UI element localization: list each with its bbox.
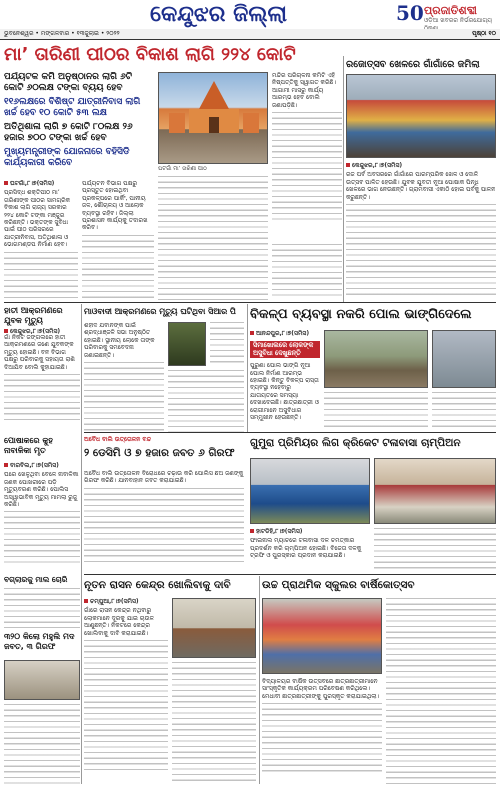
- ration-head: [84, 578, 256, 596]
- lead-headline-block: [4, 44, 342, 70]
- sand-headline: ୨ ଡେସିମି ଓ ୭ ହଜାର ଜବତ ୬ ଗିରଫ: [84, 447, 235, 459]
- raja-body: [346, 162, 496, 300]
- lead-paragraph-3: ମନ୍ଦିର ପରିଚାଳନା କମିଟି ଏହି ନିଷ୍ପତ୍ତିକୁ ସ୍ୱାଗତ କରିଛି। ଆଗାମୀ ମାସରୁ କାର୍ଯ୍ୟ ଆରମ୍ଭ ହେବ ବୋଲି ଜଣାପଡ଼ିଛି।: [272, 72, 337, 109]
- theft-headline: ବଗ୍ଲାରକୁ ମାଲ ଚୋରି: [4, 575, 68, 584]
- liquor-seizure-photo: [4, 660, 80, 700]
- temple-illustration: [159, 73, 268, 164]
- text-lines: [84, 488, 244, 566]
- bridge-photo-2: [432, 330, 496, 388]
- ration-body-1: [84, 598, 168, 784]
- text-lines: [4, 374, 80, 424]
- text-lines: [262, 703, 382, 775]
- text-lines: [346, 204, 496, 298]
- logo-tagline: ଓଡ଼ିଆ ଖବରର ନିର୍ଭରଯୋଗ୍ୟ: [424, 17, 493, 24]
- lead-deck-3: ଅତିଥିଶାଳା ଲାଗି ୭ କୋଟି ୮୦ଲକ୍ଷ ୨୬ ହଜାର ୭୦୦ ଟଙ୍କା ଖର୍ଚ୍ଚ ହେବ: [4, 122, 133, 143]
- drowning-story-head: [4, 436, 80, 460]
- drowning-headline: ପୋଷାକରେ କୁହ ନାବାଳିକା ମୃତ: [4, 436, 53, 455]
- bridge-text: ପୁରୁଣା ପୋଲ ଭାଙ୍ଗି ନୂଆ ପୋଲ ନିର୍ମାଣ ଆରମ୍ଭ ହୋଇଛି। କିନ୍ତୁ ବିକଳ୍ପ ରାସ୍ତା ବ୍ୟବସ୍ଥା ନହେବାରୁ ଯାତାୟତରେ ସମସ୍ୟା ଦେଖାଦେଇଛି। ଛାତ୍ରଛାତ୍ରୀ ଓ ରୋଗୀମାନେ ଅସୁବିଧାର ସମ୍ମୁଖୀନ ହେଉଛନ୍ତି।: [250, 362, 319, 422]
- divider: [84, 574, 496, 575]
- raja-byline: କେନ୍ଦୁଝର,୮।୭(ସମିସ): [346, 162, 496, 169]
- cricket-team-photo: [250, 458, 370, 524]
- school-function-photo: [262, 598, 382, 674]
- text-lines: [4, 511, 80, 567]
- maoist-body-2: [168, 370, 244, 432]
- temple-photo-caption: ଘଟଗାଁ ମା’ ତାରିଣୀ ପୀଠ: [158, 166, 207, 172]
- page-section-title: କେନ୍ଦୁଝର ଜିଲ୍ଲା: [150, 2, 288, 27]
- school-body-1: [262, 678, 382, 784]
- text-lines: [272, 112, 342, 222]
- raja-headline: ରଜୋତ୍ସବ ଖେଳରେ ଗାଁଗାଁରେ ଜମିଲା: [346, 59, 480, 70]
- dateline-bar: [0, 29, 500, 39]
- lead-body-continuation: [158, 176, 268, 300]
- cricket-trophy-photo: [374, 458, 496, 524]
- bridge-head: [250, 306, 496, 328]
- lead-byline: ଘଟଗାଁ,୮।୭(ସମିସ): [4, 180, 78, 187]
- logo-anniversary-number: 50: [396, 1, 424, 25]
- sand-kicker: ଅବୈଧ ବାଲି ଉତ୍ତୋଳନ ବନ୍ଦ: [84, 436, 151, 443]
- text-lines: [84, 362, 164, 432]
- bridge-body-1: [250, 330, 320, 430]
- school-body-2: [386, 598, 496, 784]
- drowning-text: ଘରେ ଖେଳୁଥିବା ବେଳେ ନାବାଳିକା ଜଣକ ପୋଖରୀରେ ପଡ଼ି ମୃତ୍ୟୁବରଣ କରିଛି। ପୋଲିସ ଅସ୍ୱାଭାବିକ ମୃତ୍ୟୁ ମାମଲା ରୁଜୁ କରିଛି।: [4, 471, 79, 509]
- column-divider: [343, 56, 344, 302]
- cricket-body-2: [374, 528, 496, 570]
- bridge-body-2: [324, 392, 428, 430]
- cricket-body-1: [250, 528, 370, 570]
- drowning-byline: ବାରବିଲ,୮।୭(ସମିସ): [4, 462, 80, 469]
- cricket-byline: ହାଟଡିହି,୮।୭(ସମିସ): [250, 528, 370, 535]
- elephant-body: [4, 334, 80, 434]
- lead-deck-2: ୧୧୬ଲକ୍ଷରେ ବିଶିଷ୍ଟ ଯାତ୍ରୀନିବାସ ଲାଗି ଖର୍ଚ୍ଚ ହେବ ୧୦ କୋଟି ୫୩ ଲକ୍ଷ: [4, 97, 141, 118]
- school-text: ବିଦ୍ୟାଳୟର ବାର୍ଷିକ ଉତ୍ସବରେ ଛାତ୍ରଛାତ୍ରୀମାନେ ସାଂସ୍କୃତିକ କାର୍ଯ୍ୟକ୍ରମ ପରିବେଷଣ କରିଥିଲେ। ମେଧାବୀ ଛାତ୍ରଛାତ୍ରୀଙ୍କୁ ପୁରସ୍କୃତ କରାଯାଇଥିଲା।: [262, 678, 380, 700]
- sand-text: ଅବୈଧ ବାଲି ଉତ୍ତୋଳନ ବିରୋଧରେ ଚଢ଼ାଉ କରି ପୋଲିସ ଛଅ ଜଣଙ୍କୁ ଗିରଫ କରିଛି। ଯାନବାହାନ ଜବତ କରାଯାଇଛି।: [84, 470, 244, 485]
- ration-headline: ନୂତନ ରାସନ କେନ୍ଦ୍ର ଖୋଲିବାକୁ ଦାବି: [84, 579, 231, 591]
- column-divider: [259, 576, 260, 784]
- masthead: [0, 0, 500, 40]
- bridge-headline: ବିକଳ୍ପ ବ୍ୟବସ୍ଥା ନକରି ପୋଲ ଭାଙ୍ଗିଦେଲେ: [250, 307, 472, 322]
- theft-head: [4, 574, 80, 586]
- lead-decks: [4, 72, 154, 176]
- theft-body: [4, 588, 80, 628]
- ration-byline: ଚମ୍ପୁଆ,୮।୭(ସମିସ): [84, 598, 168, 605]
- ration-office-photo: [172, 598, 256, 658]
- raja-text: ରଜ ପର୍ବ ଅବସରରେ ଗାଁଗାଁରେ ପାରମ୍ପରିକ ଖେଳ ଓ ଦୋଳି ଉତ୍ସବ ପାଳିତ ହେଉଛି। ଯୁବକ ଯୁବତୀ ନୂଆ ପୋଷାକ ପିନ୍ଧି ଖେଳରେ ଭାଗ ନେଉଛନ୍ତି। ଗ୍ରାମବାସୀ ଏକାଠି ହୋଇ ପର୍ବକୁ ପାଳନ କରୁଛନ୍ତି।: [346, 171, 496, 201]
- cricket-text: ଫାଇନାଲ ମ୍ୟାଚରେ ଟଳାବାସା ଦଳ ଚମତ୍କାର ପ୍ରଦର୍ଶନ କରି ଚାମ୍ପିଅନ ହୋଇଛି। ବିଜେତା ଦଳକୁ ଟ୍ରଫି ଓ ପୁରସ୍କାର ପ୍ରଦାନ କରାଯାଇଛି।: [250, 537, 362, 560]
- soldier-photo: [168, 322, 206, 366]
- maoist-body-1: [84, 322, 164, 432]
- elephant-text: ଗାଁ ନିକଟ ଜଙ୍ଗଲରେ ହାତୀ ଆକ୍ରମଣରେ ଜଣେ ଯୁବକଙ୍କ ମୃତ୍ୟୁ ହୋଇଛି। ବନ ବିଭାଗ ପକ୍ଷରୁ ପରିବାରକୁ ସହାୟତା ରାଶି ଦିଆଯିବ ବୋଲି କୁହାଯାଇଛି।: [4, 334, 75, 371]
- lead-deck-1: ପର୍ଯ୍ୟଟକ କମି ଅନୁଷ୍ଠାନର ଲାଗି ୬ଟି କୋଟି ୬୦ଲକ୍ଷ ଟଙ୍କା ବ୍ୟୟ ହେବ: [4, 72, 133, 93]
- school-headline: ଉଚ୍ଚ ପ୍ରାଥମିକ ସ୍କୁଲର ବାର୍ଷିକୋତ୍ସବ: [262, 579, 415, 591]
- bridge-badge: ସିମାଖୋଲରେ ଲୋକଙ୍କ ଅସୁବିଧା ଦେଖୁଛନ୍ତି: [250, 341, 320, 358]
- dateline: ଭୁବନେଶ୍ୱର • ମଙ୍ଗଳବାର • ୧୩ଜୁଲାଇ • ୨୦୨୨: [4, 30, 120, 37]
- liquor-headline: ୩୨୦ କିଲୋ ମହୁଲି ମଦ ଜବତ, ୩ ଗିରଫ: [4, 632, 75, 651]
- sand-body: [84, 470, 244, 566]
- school-head: [262, 578, 496, 596]
- maoist-text: ଶହୀଦ ଯବାନଙ୍କ ପାଇଁ ଶ୍ରଦ୍ଧାଞ୍ଜଳି ସଭା ଅନୁଷ୍ଠିତ ହୋଇଛି। ସ୍ଥାନୀୟ ଲୋକେ ତାଙ୍କ ପରିବାରକୁ ସମବେଦନା ଜଣାଇଛନ୍ତି।: [84, 322, 155, 359]
- column-divider: [247, 304, 248, 432]
- maoist-head: [84, 306, 244, 320]
- lead-body-column-3: [272, 72, 342, 240]
- raja-festival-photo: [346, 74, 496, 158]
- cricket-headline: ଗୁମୁରା ପ୍ରିମିୟର ଲିଗ କ୍ରିକେଟ ଟଳାବାସା ଚାମ୍ପିଅନ: [250, 437, 461, 449]
- ration-text: ଗାଁରେ ରାସନ କେନ୍ଦ୍ର ନଥିବାରୁ ଲୋକମାନେ ଦୂରକୁ ଯାଇ ଚାଉଳ ଆଣୁଛନ୍ତି। ନିକଟରେ କେନ୍ଦ୍ର ଖୋଲିବାକୁ ଦାବି କରାଯାଇଛି।: [84, 607, 154, 637]
- lead-headline: ମା’ ତାରିଣୀ ପୀଠର ବିକାଶ ଲାଗି ୨୨୪ କୋଟି: [4, 44, 296, 65]
- liquor-body: [4, 704, 80, 784]
- divider: [84, 432, 496, 433]
- divider: [4, 302, 496, 303]
- lead-body-column-1: [4, 180, 78, 300]
- lead-body-column-2: [82, 180, 154, 300]
- sand-head: [84, 436, 244, 468]
- maoist-body-3: [210, 322, 244, 366]
- raja-headline-block: [346, 58, 496, 72]
- cricket-head: [250, 436, 496, 456]
- text-lines: [82, 235, 154, 300]
- temple-photo: [158, 72, 268, 164]
- liquor-head: [4, 632, 80, 656]
- lead-body-continuation-2: [272, 244, 342, 300]
- maoist-headline: ମାଓବାଦୀ ଆକ୍ରମଣରେ ମୃତ୍ୟୁ ଘଟିଥିବା ସିଆର ପି: [84, 307, 236, 316]
- bridge-photo: [324, 330, 428, 388]
- lead-deck-4: ମୁଖ୍ୟମନ୍ତ୍ରୀଙ୍କ ଯୋଜନାରେ ବହିସିଡି କାର୍ଯ୍ୟକାରୀ କରିବେ: [4, 147, 130, 168]
- elephant-headline: ହାତୀ ଆକ୍ରମଣରେ ଯୁବକ ମୃତ୍ୟୁ: [4, 306, 63, 325]
- ration-body-2: [172, 662, 256, 784]
- text-lines: [4, 252, 78, 300]
- elephant-byline: କେନ୍ଦୁଝର,୮।୭(ସମିସ): [4, 328, 80, 336]
- logo-name: ପ୍ରଜାତିଶବ୍ଦୀ: [424, 4, 477, 17]
- bridge-body-3: [432, 392, 496, 430]
- lead-paragraph-1: ପ୍ରସିଦ୍ଧ ଶକ୍ତିପୀଠ ମା’ ତାରିଣୀଙ୍କ ପୀଠର ସାମଗ୍ରିକ ବିକାଶ ଲାଗି ରାଜ୍ୟ ସରକାର ୨୨୪ କୋଟି ଟଙ୍କା ମଞ୍ଜୁର କରିଛନ୍ତି। ଭକ୍ତଙ୍କ ସୁବିଧା ପାଇଁ ପୀଠ ପରିସରରେ ଯାତ୍ରୀନିବାସ, ଅତିଥିଶାଳା ଓ ଭୋଗମଣ୍ଡପ ନିର୍ମାଣ ହେବ।: [4, 189, 71, 249]
- lead-paragraph-2: ପର୍ଯ୍ୟଟନ ବିଭାଗ ପକ୍ଷରୁ ପ୍ରସ୍ତୁତ ହୋଇଥିବା ପ୍ରକଳ୍ପରେ ପାର୍କିଂ, ପାନୀୟ ଜଳ, ଶୌଚାଳୟ ଓ ଆଲୋକ ବ୍ୟବସ୍ଥା ରହିବ। ଜିଲ୍ଲା ପ୍ରଶାସନ କାର୍ଯ୍ୟକୁ ତଦାରଖ କରିବ।: [82, 180, 148, 232]
- bridge-byline: ଆନନ୍ଦପୁର,୮।୭(ସମିସ): [250, 330, 320, 337]
- page-number: ପୃଷ୍ଠା ୧୦: [472, 30, 496, 37]
- newspaper-logo: [396, 3, 494, 29]
- drowning-body: [4, 462, 80, 572]
- text-lines: [84, 640, 168, 770]
- column-divider: [81, 304, 82, 784]
